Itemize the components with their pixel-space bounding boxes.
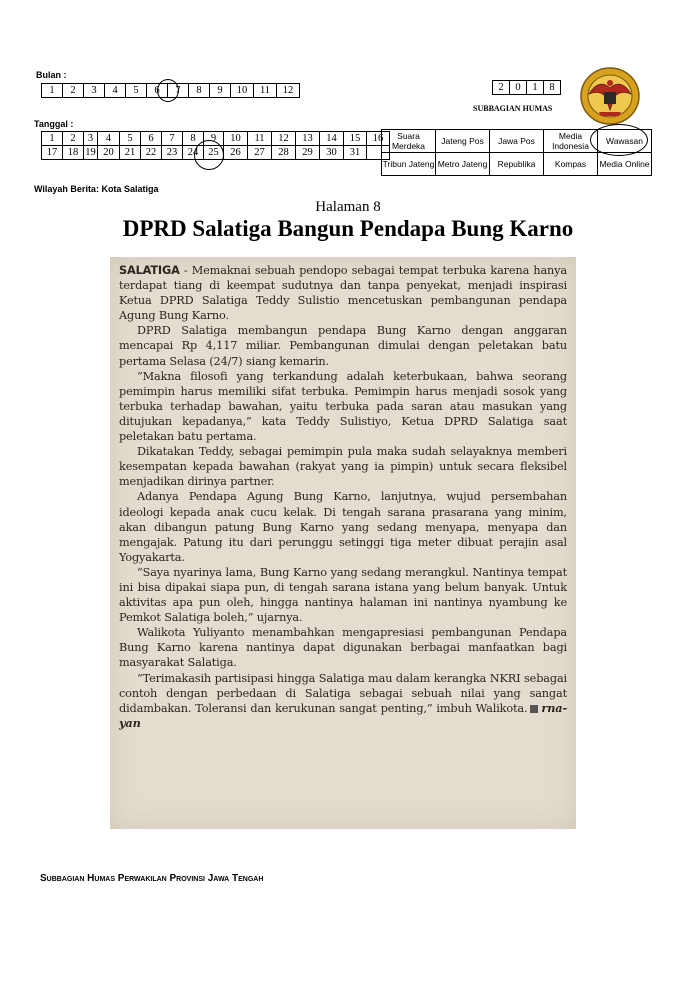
article-paragraph: “Makna filosofi yang terkandung adalah keterbukaan, bahwa seorang pemimpin harus memiliki sifat terbuka. Pemimpin harus menjadi sosok yang terbuka terhadap bawahan, yaitu terbuka pada saran atau masukan yang ditujukan kepadanya,” kata Teddy Sulistiyo, Ketua DPRD Salatiga saat peletakan batu pertama. (119, 369, 567, 444)
day-cell: 5 (120, 132, 141, 146)
unit-title: SUBBAGIAN HUMAS (473, 104, 553, 113)
wilayah-label: Wilayah Berita: Kota Salatiga (34, 184, 159, 194)
media-cell: Jawa Pos (490, 130, 544, 153)
day-cell: 19 (85, 147, 96, 158)
day-cell: 21 (120, 146, 141, 160)
day-cell: 3 (84, 132, 98, 146)
month-cell: 7 (168, 84, 189, 98)
tanggal-label: Tanggal : (34, 119, 74, 129)
media-cell: Kompas (544, 153, 598, 176)
day-cell: 12 (272, 132, 296, 146)
month-cell: 9 (210, 84, 231, 98)
month-cell: 5 (126, 84, 147, 98)
garuda-emblem-icon (579, 66, 641, 126)
day-cell: 30 (320, 146, 344, 160)
year-digit: 1 (527, 81, 544, 95)
media-cell: Media Indonesia (544, 130, 598, 153)
day-cell: 15 (344, 132, 367, 146)
bulan-label: Bulan : (36, 70, 67, 80)
article-paragraph: Adanya Pendapa Agung Bung Karno, lanjutnya, wujud persembahan ideologi kepada anak cucu kelak. Di tengah sarana prasarana yang minim, akan dibangun patung Bung Karno yang sedang menyapa, menyapa dan mengajak. Patung itu dari perunggu setinggi tiga meter dibuat perajin asal Yogyakarta. (119, 490, 567, 564)
article-paragraph: Walikota Yuliyanto menambahkan mengapresiasi pembangunan Pendapa Bung Karno karena nantinya dapat digunakan berbagai manfaatkan bagi masyarakat Salatiga. (119, 626, 567, 670)
article-paragraph: DPRD Salatiga membangun pendapa Bung Karno dengan anggaran mencapai Rp 4,117 miliar. Pembangunan dimulai dengan peletakan batu pertama Selasa (24/7) siang kemarin. (119, 324, 567, 368)
day-cell: 25 (204, 146, 224, 160)
day-cell: 22 (141, 146, 162, 160)
day-cell: 28 (272, 146, 296, 160)
media-selection-circle (590, 124, 648, 156)
day-cell: 14 (320, 132, 344, 146)
article-clipping (110, 257, 576, 829)
article-paragraph: “Saya nyarinya lama, Bung Karno yang sedang merangkul. Nantinya tempat ini bisa dipakai siapa pun, di tengah sarana istana yang belum banyak. Untuk aktivitas apa pun oleh, hingga nantinya halaman ini nantinya nyambung ke Pemkot Salatiga boleh,” ujarnya. (119, 565, 567, 625)
day-cell: 8 (183, 132, 204, 146)
year-digit: 8 (544, 81, 561, 95)
day-cell: 7 (162, 132, 183, 146)
media-cell: Wawasan (598, 130, 652, 153)
day-cell: 17 (42, 146, 63, 160)
day-cell: 26 (224, 146, 248, 160)
year-digit: 2 (493, 81, 510, 95)
day-cell: 11 (248, 132, 272, 146)
day-cell: 16 (367, 132, 390, 146)
media-cell: Jateng Pos (436, 130, 490, 153)
month-cell: 8 (189, 84, 210, 98)
date-selection-circle (194, 140, 224, 170)
end-mark-icon (530, 705, 538, 713)
day-cell: 6 (141, 132, 162, 146)
month-cell: 6 (147, 84, 168, 98)
month-cell: 10 (231, 84, 254, 98)
day-cell: 20 (98, 146, 120, 160)
day-cell: 4 (98, 132, 120, 146)
day-cell: 27 (248, 146, 272, 160)
day-cell: 18 (63, 146, 84, 160)
media-cell: Media Online (598, 153, 652, 176)
day-cell: 9 (204, 132, 224, 146)
day-cell: 23 (162, 146, 183, 160)
month-cell: 4 (105, 84, 126, 98)
day-cell: 29 (296, 146, 320, 160)
article-paragraph: SALATIGA - Memaknai sebuah pendopo sebagai tempat terbuka karena hanya terdapat tiang di keempat sudutnya dan tanpa penyekat, menjadi inspirasi Ketua DPRD Salatiga Teddy Sulistio mencetuskan pembangunan pendapa Agung Bung Karno. (119, 264, 567, 323)
day-cell: 1 (42, 132, 63, 146)
month-cell: 1 (42, 84, 63, 98)
day-cell: 10 (224, 132, 248, 146)
page-label: Halaman 8 (315, 199, 381, 215)
media-cell: Tribun Jateng (382, 153, 436, 176)
month-cell: 2 (63, 84, 84, 98)
month-cell: 3 (84, 84, 105, 98)
media-cell: Suara Merdeka (382, 130, 436, 153)
year-digit: 0 (510, 81, 527, 95)
headline: DPRD Salatiga Bangun Pendapa Bung Karno (122, 216, 574, 241)
month-selection-circle (157, 79, 179, 102)
article-dateline: SALATIGA (119, 264, 180, 277)
day-cell: 24 (183, 146, 204, 160)
article-paragraph: Dikatakan Teddy, sebagai pemimpin pula maka sudah selayaknya memberi kesempatan kepada bawahan (rakyat yang ia pimpin) untuk secara fleksibel menjadikan dirinya partner. (119, 445, 567, 489)
footer: Subbagian Humas Perwakilan Provinsi Jawa Tengah (40, 873, 264, 884)
article-paragraph: “Terimakasih partisipasi hingga Salatiga mau dalam kerangka NKRI sebagai contoh dengan perbedaan di Salatiga sebagai sebuah nilai yang sangat didambakan. Toleransi dan kerukunan sangat penting,” imbuh Walikota. rna-yan (119, 671, 567, 730)
media-cell: Metro Jateng (436, 153, 490, 176)
year-grid (492, 80, 561, 95)
month-cell: 11 (254, 84, 277, 98)
day-cell: 2 (63, 132, 84, 146)
byline: rna-yan (119, 700, 567, 730)
article-body (119, 263, 567, 731)
media-cell: Republika (490, 153, 544, 176)
day-cell: 31 (344, 146, 367, 160)
day-cell: 13 (296, 132, 320, 146)
month-cell: 12 (277, 84, 300, 98)
